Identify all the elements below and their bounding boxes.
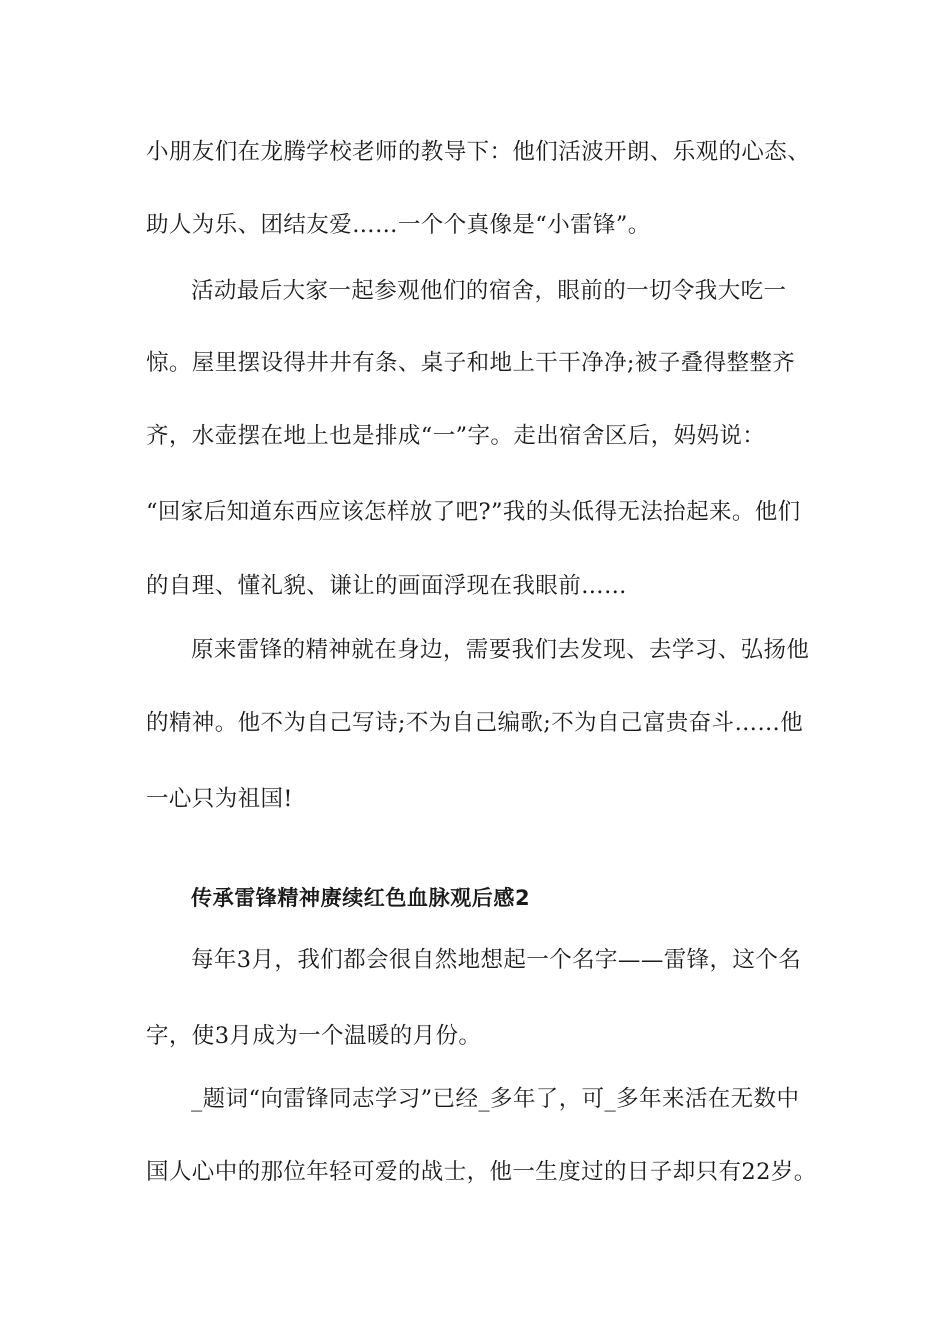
section-heading: 传承雷锋精神赓续红色血脉观后感2 <box>191 886 531 910</box>
paragraph-line: 小朋友们在龙腾学校老师的教导下：他们活波开朗、乐观的心态、 <box>146 139 811 165</box>
paragraph-line: 原来雷锋的精神就在身边，需要我们去发现、去学习、弘扬他 <box>191 637 810 663</box>
paragraph-line: 一心只为祖国! <box>146 786 293 812</box>
paragraph-line: 惊。屋里摆设得井井有条、桌子和地上干干净净;被子叠得整整齐 <box>146 350 796 376</box>
paragraph-line: 国人心中的那位年轻可爱的战士，他一生度过的日子却只有22岁。 <box>146 1159 817 1185</box>
paragraph-line: 每年3月，我们都会很自然地想起一个名字——雷锋，这个名 <box>191 947 802 973</box>
paragraph-line: 的精神。他不为自己写诗;不为自己编歌;不为自己富贵奋斗……他 <box>146 710 804 736</box>
paragraph-line: 齐，水壶摆在地上也是排成“一”字。走出宿舍区后，妈妈说： <box>146 423 766 449</box>
paragraph-line: 字，使3月成为一个温暖的月份。 <box>146 1023 482 1049</box>
paragraph-line: 活动最后大家一起参观他们的宿舍，眼前的一切令我大吃一 <box>191 278 787 304</box>
paragraph-line: 助人为乐、团结友爱……一个个真像是“小雷锋”。 <box>146 212 651 238</box>
paragraph-line: “回家后知道东西应该怎样放了吧?”我的头低得无法抬起来。他们 <box>146 499 801 525</box>
paragraph-line: 的自理、懂礼貌、谦让的画面浮现在我眼前…… <box>146 573 627 599</box>
paragraph-line: _题词“向雷锋同志学习”已经_多年了，可_多年来活在无数中 <box>191 1086 800 1112</box>
